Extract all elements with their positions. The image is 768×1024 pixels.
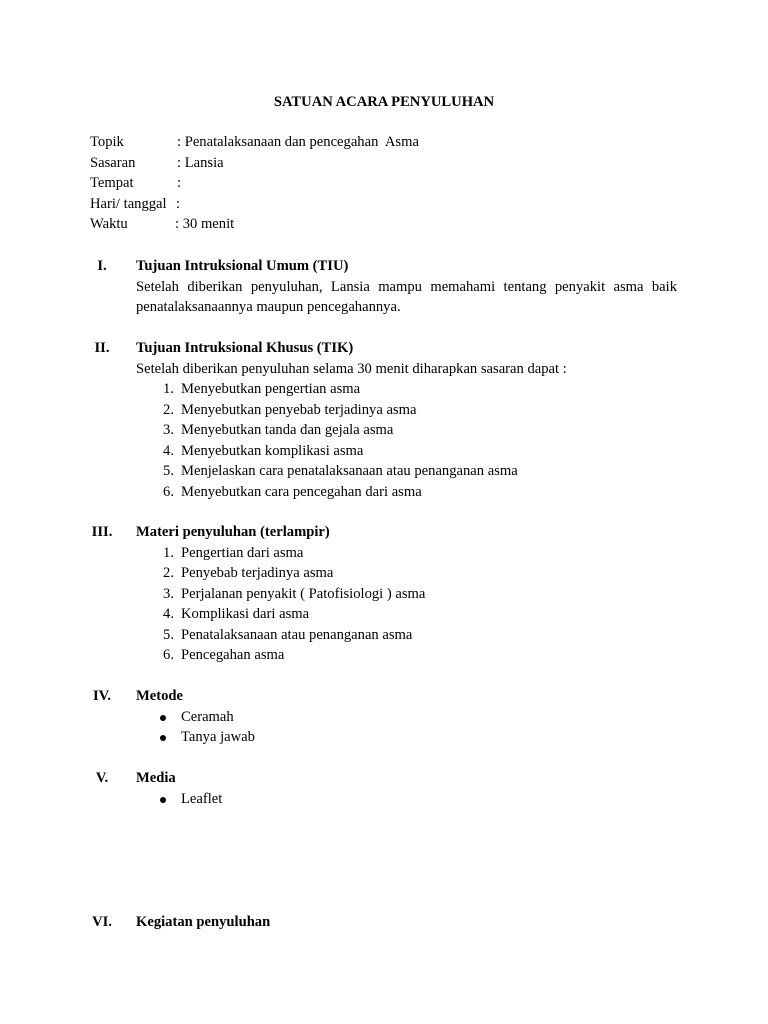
list-number: 6. (163, 483, 174, 500)
info-block (90, 132, 690, 235)
list-item (136, 584, 677, 605)
list-item (136, 625, 677, 646)
list-number: 5. (163, 463, 174, 479)
list-item-text: Menyebutkan pengertian asma (181, 381, 361, 397)
bullet-list (136, 707, 677, 748)
list-item (136, 563, 677, 584)
info-row-tempat (90, 173, 690, 194)
list-item-text: Menjelaskan cara penatalaksanaan atau penanganan asma (181, 463, 518, 479)
section-heading: Kegiatan penyuluhan (136, 914, 271, 930)
numbered-list (136, 379, 677, 502)
list-item (136, 707, 677, 728)
list-number: 1. (163, 544, 174, 561)
list-number: 1. (163, 381, 174, 397)
list-number: 4. (163, 442, 174, 459)
section-number: V. (95, 770, 109, 786)
section-heading: Tujuan Intruksional Umum (TIU) (136, 258, 349, 274)
list-item (136, 727, 677, 748)
list-item-text: Perjalanan penyakit ( Patofisiologi ) asma (181, 585, 426, 602)
section-number: IV. (93, 688, 111, 704)
info-value: : Lansia (177, 154, 224, 171)
info-label: Tempat (90, 175, 134, 191)
info-row-hari-tanggal (90, 194, 690, 215)
info-label: Hari/ tanggal (90, 195, 167, 212)
list-item-text: Leaflet (181, 790, 223, 807)
section-number: II. (94, 340, 110, 356)
section-heading: Materi penyuluhan (terlampir) (136, 524, 330, 540)
section-body (136, 256, 677, 318)
list-item-text: Penatalaksanaan atau penanganan asma (181, 626, 413, 643)
list-item (136, 604, 677, 625)
info-label: Topik (90, 134, 124, 150)
info-row-topik (90, 132, 690, 153)
section-body (136, 686, 677, 748)
list-item-text: Penyebab terjadinya asma (181, 565, 334, 581)
info-value: : 30 menit (175, 216, 235, 232)
list-item-text: Menyebutkan penyebab terjadinya asma (181, 401, 417, 418)
bullet-icon (160, 735, 166, 741)
info-row-waktu (90, 214, 690, 235)
info-row-sasaran (90, 153, 690, 174)
list-number: 4. (163, 606, 174, 622)
list-item (136, 420, 677, 441)
section-heading: Metode (136, 688, 184, 704)
list-item (136, 400, 677, 421)
list-item (136, 543, 677, 564)
section-number: I. (97, 258, 107, 274)
section-body (136, 338, 677, 502)
list-number: 3. (163, 422, 174, 438)
list-number: 3. (163, 585, 174, 602)
list-item-text: Ceramah (181, 708, 234, 725)
list-item (136, 645, 677, 666)
section-paragraph: Setelah diberikan penyuluhan, Lansia mampu memahami tentang penyakit asma baik penatalaksanaannya maupun pencegahannya. (136, 278, 677, 315)
list-item-text: Menyebutkan tanda dan gejala asma (181, 422, 394, 438)
info-label: Sasaran (90, 154, 136, 171)
info-value: : (176, 195, 181, 212)
list-item (136, 482, 677, 503)
bullet-icon (160, 797, 166, 803)
section-body (136, 522, 677, 666)
list-item-text: Tanya jawab (181, 729, 255, 745)
list-number: 5. (163, 626, 174, 643)
numbered-list (136, 543, 677, 666)
list-item-text: Menyebutkan cara pencegahan dari asma (181, 483, 422, 500)
list-item-text: Komplikasi dari asma (181, 606, 310, 622)
list-item-text: Pengertian dari asma (181, 544, 304, 561)
list-number: 6. (163, 647, 174, 663)
list-item (136, 441, 677, 462)
section-heading: Media (136, 770, 176, 786)
info-value: : (177, 175, 182, 191)
list-item (136, 461, 677, 482)
info-value: : Penatalaksanaan dan pencegahan Asma (177, 134, 419, 150)
list-item (136, 789, 677, 810)
section-paragraph: Setelah diberikan penyuluhan selama 30 menit diharapkan sasaran dapat : (136, 360, 567, 377)
document-title: SATUAN ACARA PENYULUHAN (273, 94, 495, 110)
list-item-text: Pencegahan asma (181, 647, 285, 663)
list-number: 2. (163, 401, 174, 418)
list-item-text: Menyebutkan komplikasi asma (181, 442, 364, 459)
section-number: VI. (92, 914, 112, 930)
list-number: 2. (163, 565, 174, 581)
bullet-list (136, 789, 677, 810)
section-body (136, 768, 677, 809)
list-item (136, 379, 677, 400)
section-number: III. (91, 524, 113, 540)
bullet-icon (160, 715, 166, 721)
info-label: Waktu (90, 216, 128, 232)
section-body (136, 912, 677, 933)
section-heading: Tujuan Intruksional Khusus (TIK) (136, 340, 354, 356)
